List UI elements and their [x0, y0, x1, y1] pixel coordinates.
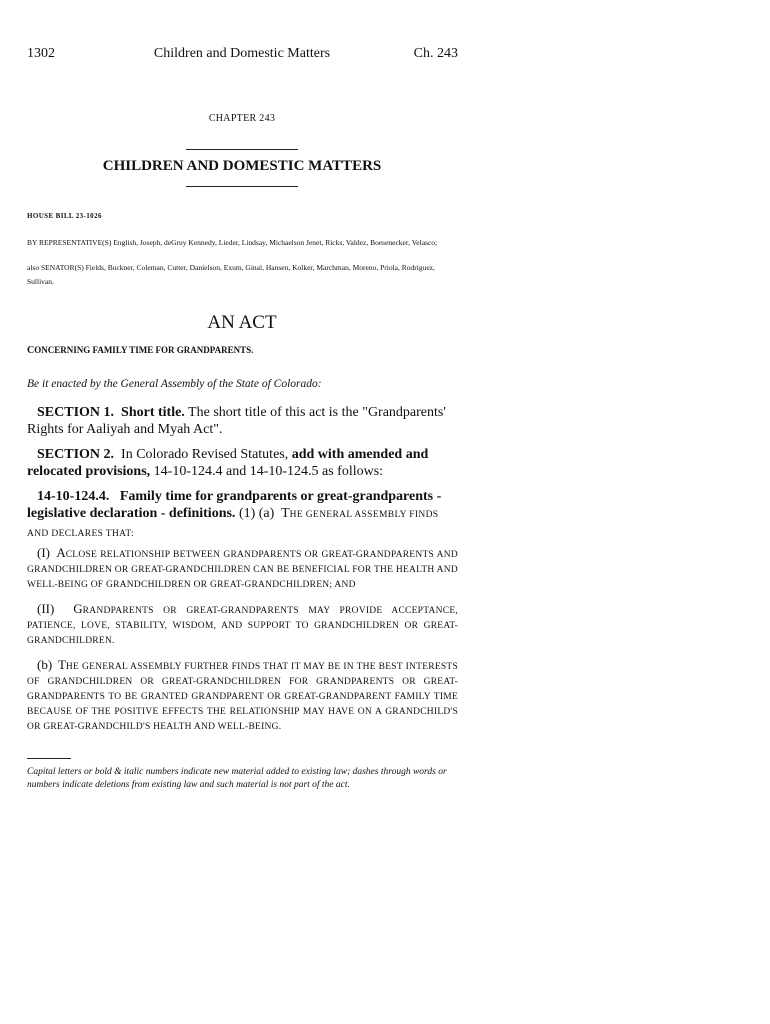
section-2-label: SECTION 2.: [37, 447, 115, 462]
statute-initial: T: [281, 506, 290, 521]
paragraph-b-label: (b): [37, 657, 53, 672]
section-2-text-a: In Colorado Revised Statutes,: [121, 447, 289, 462]
senators-list: also SENATOR(S) Fields, Buckner, Coleman, Cutter, Danielson, Exum, Ginal, Hansen, Kolker, Marchman, Moreno, Priola, Rodriguez, Sullivan.: [27, 263, 435, 286]
chapter-title: CHILDREN AND DOMESTIC MATTERS: [102, 158, 382, 174]
section-2: [27, 446, 458, 480]
concerning-initial: C: [27, 345, 35, 356]
chapter-reference: Ch. 243: [413, 46, 458, 61]
paragraph-ii: [27, 601, 458, 649]
act-concerning: [27, 345, 253, 356]
statute-heading: Family time for grandparents or great-grandparents - legislative declaration - definitions.: [27, 489, 442, 521]
section-1-heading: Short title.: [121, 405, 185, 420]
section-1-text: The short title of this act is the "Grandparents' Rights for Aaliyah and Myah Act".: [27, 405, 446, 437]
paragraph-b-text: HE GENERAL ASSEMBLY FURTHER FINDS THAT IT MAY BE IN THE BEST INTERESTS OF GRANDCHILDREN OR GREAT-GRANDCHILDREN FOR GRANDPARENTS OR GREAT-GRANDPARENTS TO BE GRANTED GRANDPARENT OR GREAT-GRANDPARENT FAMILY TIME BECAUSE OF THE POSITIVE EFFECTS THE RELATIONSHIP MAY HAVE ON A GRANDCHILD'S OR GREAT-GRANDCHILD'S HEALTH AND WELL-BEING.: [27, 662, 459, 732]
paragraph-ii-label: (II): [37, 601, 55, 616]
statute-section: [27, 488, 458, 543]
section-1: [27, 404, 458, 438]
statute-text: HE GENERAL ASSEMBLY FINDS AND DECLARES THAT:: [27, 510, 439, 539]
paragraph-b: [27, 657, 458, 735]
statute-number: 14-10-124.4.: [37, 489, 110, 504]
footnote-rule: [27, 758, 71, 759]
representatives-list: BY REPRESENTATIVE(S) English, Joseph, deGruy Kennedy, Lieder, Lindsay, Michaelson Jenet, Ricks, Valdez, Boesenecker, Velasco;: [27, 238, 438, 247]
paragraph-i-initial: A: [56, 545, 66, 560]
footnote: Capital letters or bold & italic numbers indicate new material added to existing law; dashes through words or numbers indicate deletions from existing law and such material is not part of the act.: [27, 767, 447, 790]
paragraph-i: [27, 545, 458, 593]
statute-subsection: (1) (a): [238, 506, 275, 521]
title-rule-top: [186, 149, 298, 150]
running-title: Children and Domestic Matters: [153, 46, 331, 61]
paragraph-ii-initial: G: [73, 601, 83, 616]
paragraph-b-initial: T: [57, 657, 66, 672]
page-number: 1302: [27, 46, 55, 61]
section-2-text-b: 14-10-124.4 and 14-10-124.5 as follows:: [153, 464, 384, 479]
enacting-clause: Be it enacted by the General Assembly of the State of Colorado:: [27, 378, 322, 390]
paragraph-i-label: (I): [37, 545, 50, 560]
paragraph-ii-text: RANDPARENTS OR GREAT-GRANDPARENTS MAY PROVIDE ACCEPTANCE, PATIENCE, LOVE, STABILITY, WISDOM, AND SUPPORT TO GRANDCHILDREN OR GREAT-GRANDCHILDREN.: [27, 606, 458, 646]
act-heading: AN ACT: [207, 312, 277, 333]
title-rule-bottom: [186, 186, 298, 187]
chapter-label: CHAPTER 243: [208, 113, 276, 124]
paragraph-i-text: CLOSE RELATIONSHIP BETWEEN GRANDPARENTS OR GREAT-GRANDPARENTS AND GRANDCHILDREN OR GREAT-GRANDCHILDREN CAN BE BENEFICIAL FOR THE HEALTH AND WELL-BEING OF GRANDCHILDREN OR GREAT-GRANDCHILDREN; AND: [27, 550, 458, 590]
concerning-text: ONCERNING FAMILY TIME FOR GRANDPARENTS.: [34, 345, 254, 355]
section-1-label: SECTION 1.: [37, 405, 115, 420]
section-2-bold: add with amended and relocated provisions,: [27, 447, 429, 479]
bill-number: HOUSE BILL 23-1026: [27, 212, 102, 220]
